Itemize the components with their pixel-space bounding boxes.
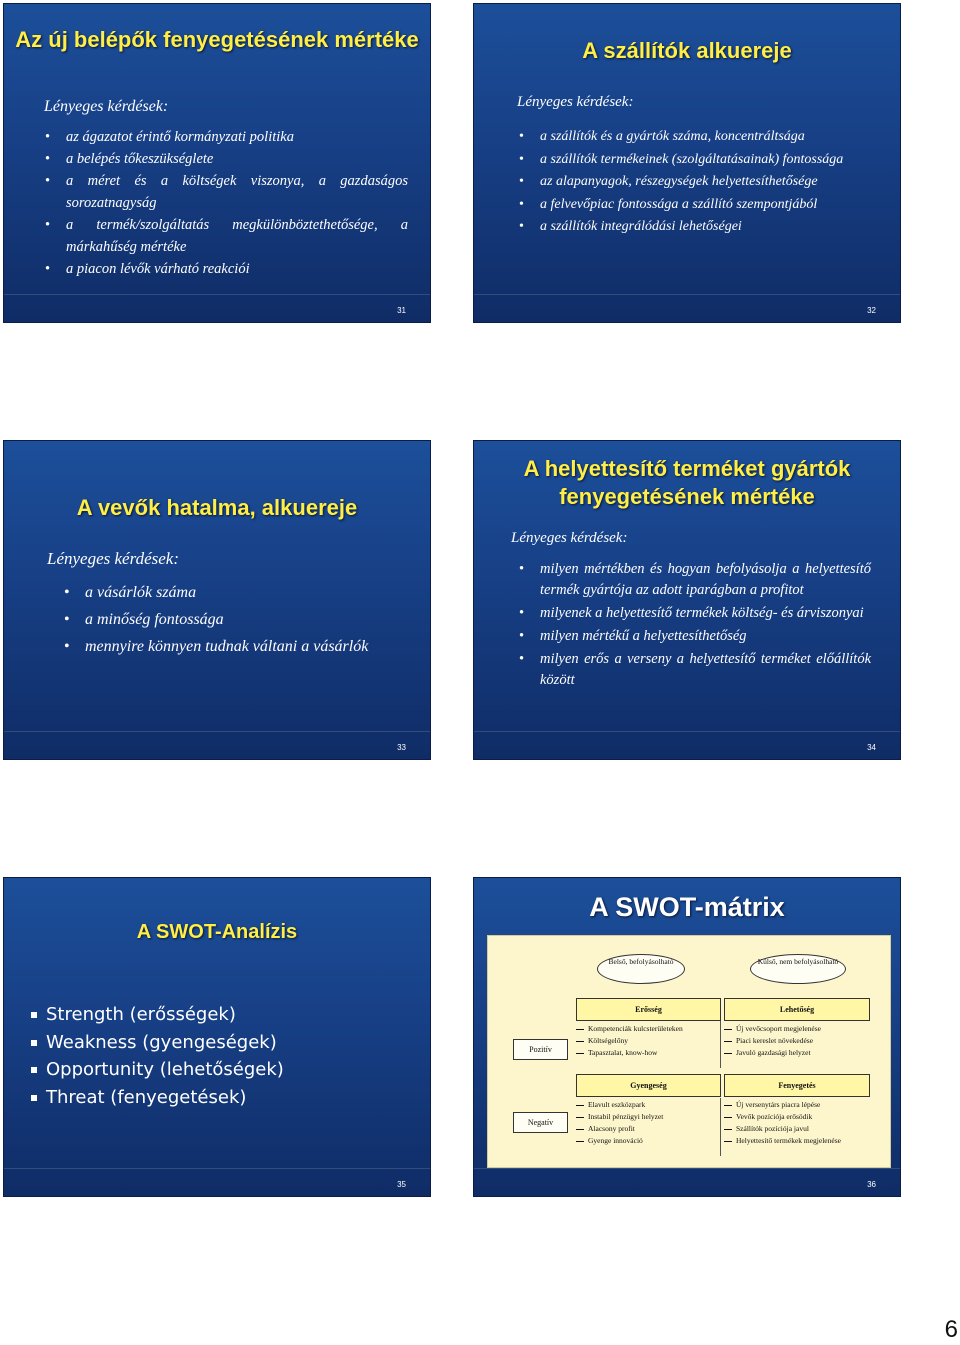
bullet-list bbox=[540, 559, 871, 691]
list-item: Vevők pozíciója erősödik bbox=[724, 1111, 841, 1123]
list-item: Piaci kereslet növekedése bbox=[724, 1035, 821, 1047]
page-number: 6 bbox=[944, 1316, 958, 1343]
slide-36 bbox=[473, 877, 901, 1197]
slide-number: 33 bbox=[397, 743, 406, 752]
external-oval: Külső, nem befolyásolható bbox=[750, 954, 846, 984]
slide-title: A helyettesítő terméket gyártók fenyegetésének mértéke bbox=[523, 456, 851, 509]
list-item: Új versenytárs piacra lépése bbox=[724, 1099, 841, 1111]
slide-subtitle: Lényeges kérdések: bbox=[47, 549, 179, 568]
list-item: • a szállítók integrálódási lehetőségei bbox=[540, 216, 880, 239]
list-item: • a piacon lévők várható reakciói bbox=[66, 258, 408, 280]
list-item: Költségelőny bbox=[576, 1035, 683, 1047]
bullet-list bbox=[540, 126, 880, 239]
list-item: Javuló gazdasági helyzet bbox=[724, 1047, 821, 1059]
list-item: Weakness (gyengeségek) bbox=[31, 1029, 284, 1057]
list-item: • a termék/szolgáltatás megkülönböztethetősége, a márkahűség mértéke bbox=[66, 214, 408, 258]
list-item: • az alapanyagok, részegységek helyettesíthetősége bbox=[540, 171, 880, 194]
list-item: • milyen mértékű a helyettesíthetőség bbox=[540, 626, 871, 647]
list-item: • a minőség fontossága bbox=[85, 606, 384, 633]
list-item: Threat (fenyegetések) bbox=[31, 1084, 284, 1112]
list-item: • a vásárlók száma bbox=[85, 579, 384, 606]
slide-subtitle: Lényeges kérdések: bbox=[44, 98, 169, 115]
list-item: • milyen erős a verseny a helyettesítő terméket előállítók között bbox=[540, 649, 871, 691]
slide-34 bbox=[473, 440, 901, 760]
swot-matrix bbox=[487, 935, 891, 1168]
list-item: • a szállítók termékeinek (szolgáltatásainak) fontossága bbox=[540, 149, 880, 172]
list-item: Opportunity (lehetőségek) bbox=[31, 1056, 284, 1084]
strength-list bbox=[576, 1023, 683, 1059]
list-item: • a méret és a költségek viszonya, a gazdaságos sorozatnagyság bbox=[66, 170, 408, 214]
strength-header: Erősség bbox=[576, 998, 721, 1021]
slide-number: 32 bbox=[867, 306, 876, 315]
bullet-list bbox=[85, 579, 384, 660]
matrix-divider bbox=[720, 1098, 721, 1156]
list-item: • a szállítók és a gyártók száma, koncentráltsága bbox=[540, 126, 880, 149]
slide-number: 34 bbox=[867, 743, 876, 752]
slide-title: A vevők hatalma, alkuereje bbox=[76, 495, 358, 520]
slide-number: 36 bbox=[867, 1180, 876, 1189]
slide-31 bbox=[3, 3, 431, 323]
slide-33 bbox=[3, 440, 431, 760]
negative-label: Negatív bbox=[513, 1112, 568, 1133]
slide-number: 31 bbox=[397, 306, 406, 315]
weakness-list bbox=[576, 1099, 663, 1147]
list-item: • milyen mértékben és hogyan befolyásolja a helyettesítő termék gyártója az adott iparágban a profitot bbox=[540, 559, 871, 601]
list-item: Elavult eszközpark bbox=[576, 1099, 663, 1111]
slide-subtitle: Lényeges kérdések: bbox=[517, 94, 634, 110]
weakness-header: Gyengeség bbox=[576, 1074, 721, 1097]
list-item: Szállítók pozíciója javul bbox=[724, 1123, 841, 1135]
list-item: Gyenge innováció bbox=[576, 1135, 663, 1147]
bullet-list bbox=[66, 126, 408, 280]
slide-32 bbox=[473, 3, 901, 323]
list-item: Új vevőcsoport megjelenése bbox=[724, 1023, 821, 1035]
list-item: Tapasztalat, know-how bbox=[576, 1047, 683, 1059]
slide-35 bbox=[3, 877, 431, 1197]
list-item: • a felvevőpiac fontossága a szállító szempontjából bbox=[540, 194, 880, 217]
list-item: • a belépés tőkeszükséglete bbox=[66, 148, 408, 170]
list-item: • az ágazatot érintő kormányzati politika bbox=[66, 126, 408, 148]
threat-list bbox=[724, 1099, 841, 1147]
list-item: Strength (erősségek) bbox=[31, 1001, 284, 1029]
opportunity-header: Lehetőség bbox=[724, 998, 870, 1021]
slide-number: 35 bbox=[397, 1180, 406, 1189]
slide-title: A SWOT-Analízis bbox=[136, 921, 298, 943]
matrix-divider bbox=[720, 1021, 721, 1068]
list-item: Helyettesítő termékek megjelenése bbox=[724, 1135, 841, 1147]
list-item: Alacsony profit bbox=[576, 1123, 663, 1135]
slide-subtitle: Lényeges kérdések: bbox=[511, 530, 628, 546]
list-item: Kompetenciák kulcsterületeken bbox=[576, 1023, 683, 1035]
threat-header: Fenyegetés bbox=[724, 1074, 870, 1097]
slide-title: A szállítók alkuereje bbox=[582, 38, 792, 63]
internal-oval: Belső, befolyásolható bbox=[597, 954, 685, 984]
list-item: Instabil pénzügyi helyzet bbox=[576, 1111, 663, 1123]
list-item: • milyenek a helyettesítő termékek költség- és árviszonyai bbox=[540, 603, 871, 624]
opportunity-list bbox=[724, 1023, 821, 1059]
slide-title: Az új belépők fenyegetésének mértéke bbox=[15, 27, 419, 52]
list-item: • mennyire könnyen tudnak váltani a vásárlók bbox=[85, 633, 384, 660]
positive-label: Pozitív bbox=[513, 1039, 568, 1060]
slide-title: A SWOT-mátrix bbox=[589, 892, 785, 922]
swot-list bbox=[31, 1001, 284, 1111]
